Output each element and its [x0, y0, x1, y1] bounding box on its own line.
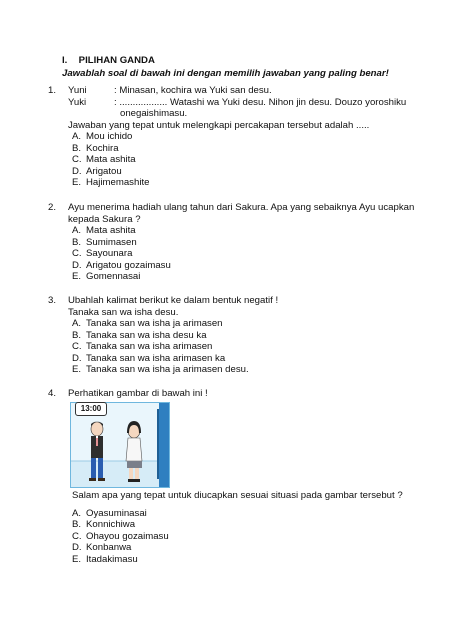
question-2	[48, 202, 448, 284]
question-text: Ubahlah kalimat berikut ke dalam bentuk negatif !	[68, 295, 279, 306]
section-instruction: Jawablah soal di bawah ini dengan memilih jawaban yang paling benar!	[62, 68, 389, 79]
question-body	[68, 202, 448, 283]
question-body	[68, 85, 448, 189]
question-number: 1.	[48, 85, 57, 96]
question-4-continued	[48, 490, 448, 570]
question-body	[68, 388, 448, 400]
option-e[interactable]: E. Gomennasai	[72, 271, 141, 282]
question-3	[48, 295, 448, 377]
option-c[interactable]: C. Sayounara	[72, 248, 133, 259]
option-a[interactable]: A. Mou ichido	[72, 131, 133, 142]
option-d[interactable]: D. Tanaka san wa isha arimasen ka	[72, 352, 226, 364]
option-d[interactable]: D. Arigatou gozaimasu	[72, 259, 171, 271]
question-text: Jawaban yang tepat untuk melengkapi percakapan tersebut adalah .....	[68, 119, 370, 131]
dialog-line	[68, 85, 448, 97]
question-body	[68, 295, 448, 376]
question-number: 3.	[48, 295, 57, 306]
section-title	[62, 55, 155, 66]
question-text: Perhatikan gambar di bawah ini !	[68, 388, 208, 399]
dialog-speaker: Yuni	[68, 85, 87, 96]
option-e[interactable]: E. Hajimemashite	[72, 177, 150, 188]
option-b[interactable]: B. Tanaka san wa isha desu ka	[72, 329, 207, 341]
question-number: 2.	[48, 202, 57, 213]
dialog-line	[68, 97, 448, 109]
option-b[interactable]: B. Kochira	[72, 142, 119, 154]
question-number: 4.	[48, 388, 57, 399]
question-body	[68, 490, 448, 565]
option-a[interactable]: A. Mata ashita	[72, 225, 136, 236]
dialog-text: : .................. Watashi wa Yuki desu. Nihon jin desu. Douzo yoroshiku	[114, 96, 407, 108]
question-text: Tanaka san wa isha desu.	[68, 306, 179, 318]
dialog-text: : Minasan, kochira wa Yuki san desu.	[114, 85, 272, 96]
section-title-text: PILIHAN GANDA	[78, 55, 155, 66]
clock-sign: 13:00	[75, 402, 107, 416]
question-1	[48, 85, 448, 195]
option-b[interactable]: B. Konnichiwa	[72, 519, 136, 530]
option-c[interactable]: C. Mata ashita	[72, 154, 136, 165]
option-e[interactable]: E. Tanaka san wa isha ja arimasen desu.	[72, 364, 249, 375]
dialog-continuation: onegaishimasu.	[120, 108, 188, 119]
question-4	[48, 388, 448, 400]
option-d[interactable]: D. Arigatou	[72, 165, 122, 177]
option-c[interactable]: C. Tanaka san wa isha arimasen	[72, 341, 213, 352]
option-e[interactable]: E. Itadakimasu	[72, 553, 138, 565]
option-a[interactable]: A. Oyasuminasai	[72, 507, 147, 519]
option-a[interactable]: A. Tanaka san wa isha ja arimasen	[72, 318, 223, 329]
question-text: Salam apa yang tepat untuk diucapkan sesuai situasi pada gambar tersebut ?	[72, 490, 403, 501]
section-number: I.	[62, 55, 68, 66]
option-b[interactable]: B. Sumimasen	[72, 236, 137, 248]
option-c[interactable]: C. Ohayou gozaimasu	[72, 530, 169, 542]
question-text: Ayu menerima hadiah ulang tahun dari Sakura. Apa yang sebaiknya Ayu ucapkan	[68, 202, 415, 213]
question-text: kepada Sakura ?	[68, 213, 141, 225]
option-d[interactable]: D. Konbanwa	[72, 542, 132, 553]
dialog-speaker: Yuki	[68, 96, 87, 108]
